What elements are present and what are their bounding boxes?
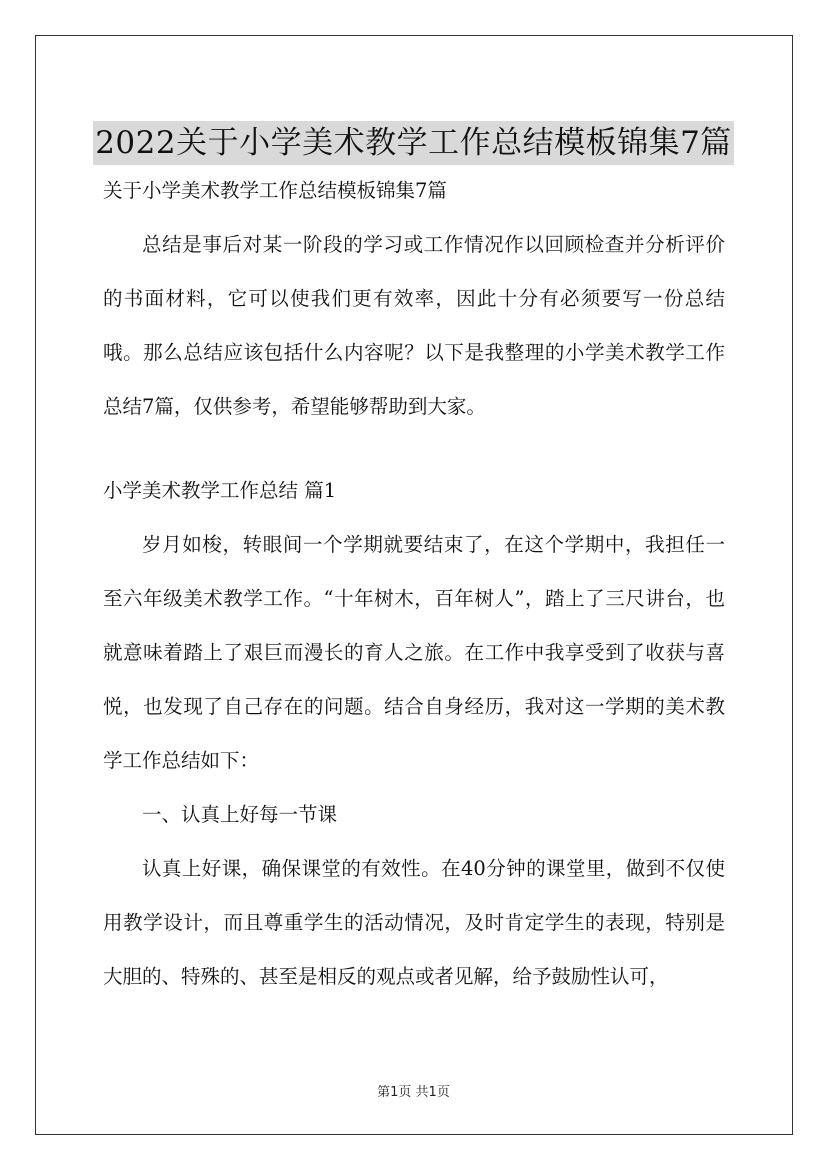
document-subtitle: 关于小学美术教学工作总结模板锦集7篇 <box>103 179 447 202</box>
item-heading: 一、认真上好每一节课 <box>142 803 338 826</box>
document-title: 2022关于小学美术教学工作总结模板锦集7篇 <box>93 121 734 165</box>
section-heading: 小学美术教学工作总结 篇1 <box>103 479 337 502</box>
intro-paragraph: 总结是事后对某一阶段的学习或工作情况作以回顾检查并分析评价的书面材料，它可以使我们更有效率，因此十分有必须要写一份总结哦。那么总结应该包括什么内容呢？以下是我整理的小学美术教学工作总结7篇，仅供参考，希望能够帮助到大家。 <box>103 233 725 418</box>
page-footer: 第1页 共1页 <box>377 1085 450 1100</box>
section-gap <box>103 434 725 476</box>
document-body <box>103 176 725 1004</box>
item-paragraph: 认真上好课，确保课堂的有效性。在40分钟的课堂里，做到不仅使用教学设计，而且尊重学生的活动情况，及时肯定学生的表现，特别是大胆的、特殊的、甚至是相反的观点或者见解，给予鼓励性认可， <box>103 857 725 988</box>
section-paragraph: 岁月如梭，转眼间一个学期就要结束了，在这个学期中，我担任一至六年级美术教学工作。“十年树木，百年树人”，踏上了三尺讲台，也就意味着踏上了艰巨而漫长的育人之旅。在工作中我享受到了收获与喜悦，也发现了自己存在的问题。结合自身经历，我对这一学期的美术教学工作总结如下： <box>103 533 725 772</box>
title-container <box>0 100 827 186</box>
